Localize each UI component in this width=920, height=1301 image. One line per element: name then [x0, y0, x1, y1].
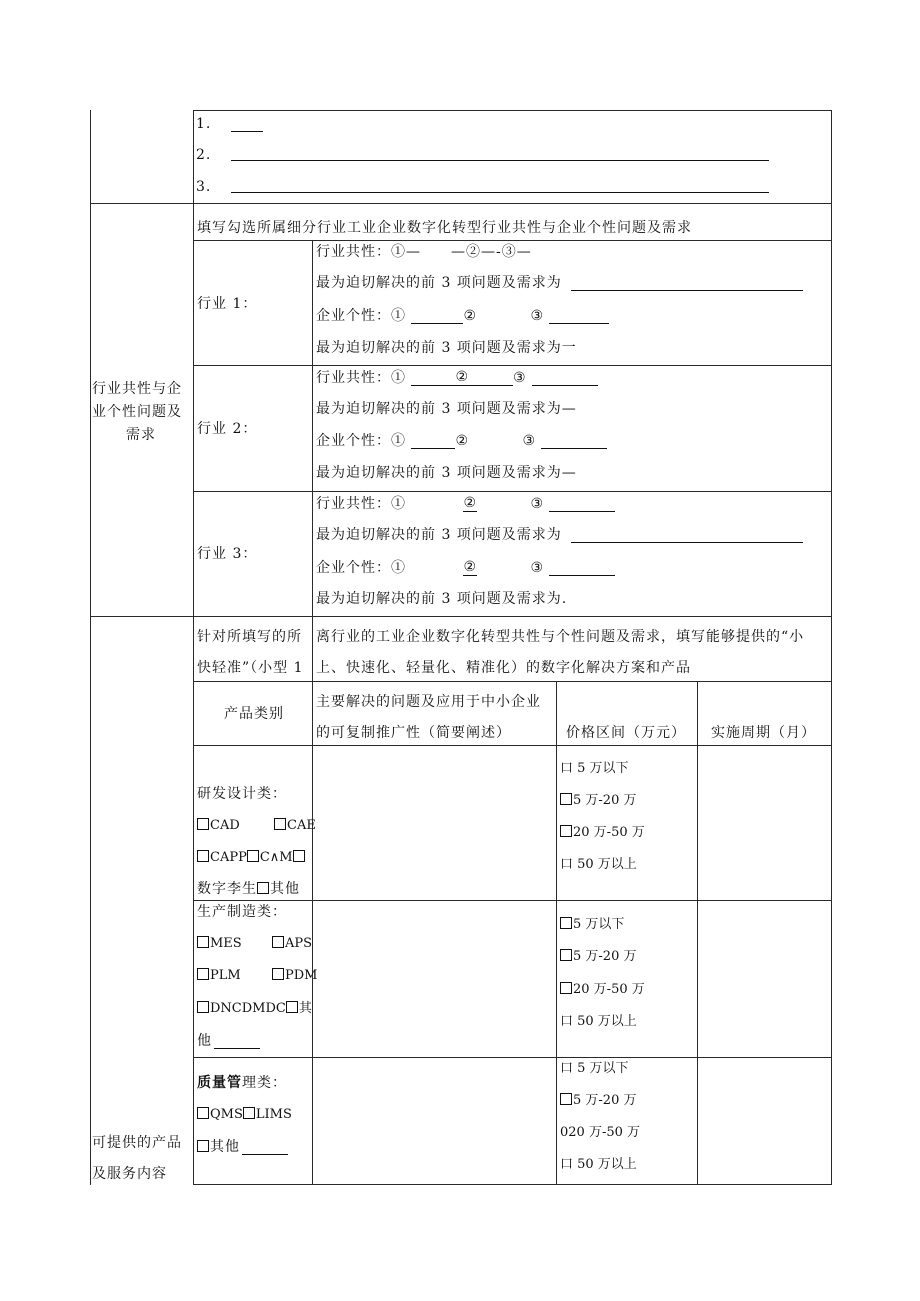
category-title: 生产制造类： — [197, 904, 287, 920]
industry-name: 行业 3： — [197, 546, 258, 562]
option-aps[interactable]: APS — [272, 936, 312, 952]
list-item-1: 1. — [196, 116, 263, 132]
list-item-2: 2. — [196, 147, 212, 163]
price-option[interactable]: 口 50 万以上 — [560, 1157, 637, 1172]
category-title: 研发设计类： — [197, 786, 287, 802]
option-capp[interactable]: CAPP C∧M — [197, 850, 306, 866]
industry-individual: 企业个性：① ② ③ — [316, 433, 607, 449]
blank-line[interactable] — [231, 118, 263, 132]
section-header: 填写勾选所属细分行业工业企业数字化转型行业共性与企业个性问题及需求 — [197, 220, 692, 236]
header-period: 实施周期（月） — [711, 725, 816, 741]
option-qms[interactable]: QMS LIMS — [197, 1107, 292, 1123]
individual-need: 最为迫切解决的前 3 项问题及需求为— — [316, 465, 577, 481]
price-option[interactable]: 5 万-20 万 — [560, 949, 636, 965]
option-twin[interactable]: 数字李生 其他 — [197, 881, 300, 897]
price-option[interactable]: 5 万-20 万 — [560, 793, 636, 809]
industry-common: 行业共性：①— —②—-③— — [316, 244, 532, 260]
option-other[interactable]: 他 — [197, 1033, 260, 1049]
header-price: 价格区间（万元） — [566, 725, 686, 741]
list-item-3: 3. — [196, 179, 212, 195]
common-need: 最为迫切解决的前 3 项问题及需求为— — [316, 401, 577, 417]
industry-common: 行业共性：① ② ③ — [316, 495, 615, 512]
section-label: 行业共性与企 — [92, 381, 182, 397]
category-title: 质量管理类： — [197, 1075, 287, 1091]
option-cae[interactable]: CAE — [274, 818, 316, 834]
individual-need: 最为迫切解决的前 3 项问题及需求为. — [316, 591, 568, 607]
header-problems: 主要解决的问题及应用于中小企业 — [316, 694, 541, 710]
industry-name: 行业 2： — [197, 421, 258, 437]
section-label: 可提供的产品 — [92, 1135, 182, 1151]
price-option[interactable]: 口 5 万以下 — [560, 1061, 629, 1076]
price-option[interactable]: 5 万-20 万 — [560, 1093, 636, 1109]
price-option[interactable]: 口 50 万以上 — [560, 1014, 637, 1029]
option-dnc[interactable]: DNCDMDC 其 — [197, 1001, 313, 1017]
industry-name: 行业 1： — [197, 296, 258, 312]
blank-line[interactable] — [231, 179, 769, 193]
price-option[interactable]: 5 万以下 — [560, 917, 624, 933]
price-option[interactable]: 口 50 万以上 — [560, 857, 637, 872]
blank-line[interactable] — [231, 147, 769, 161]
industry-individual: 企业个性：① ② ③ — [316, 308, 609, 324]
industry-common: 行业共性：① ② ③ — [316, 369, 598, 386]
option-cad[interactable]: CAD — [197, 818, 240, 834]
individual-need: 最为迫切解决的前 3 项问题及需求为一 — [316, 340, 577, 356]
checkbox[interactable] — [197, 818, 209, 830]
common-need: 最为迫切解决的前 3 项问题及需求为 — [316, 275, 803, 291]
price-option[interactable]: 20 万-50 万 — [560, 825, 645, 841]
option-other[interactable]: 其他 — [197, 1139, 288, 1155]
header-category: 产品类别 — [224, 706, 284, 722]
option-pdm[interactable]: PDM — [272, 968, 317, 984]
price-option[interactable]: 口 5 万以下 — [560, 761, 629, 776]
blank-line[interactable] — [571, 277, 803, 291]
option-mes[interactable]: MES — [197, 936, 242, 952]
intro-text: 离行业的工业企业数字化转型共性与个性问题及需求，填写能够提供的“小 — [316, 629, 805, 645]
price-option[interactable]: 020 万-50 万 — [560, 1125, 641, 1140]
price-option[interactable]: 20 万-50 万 — [560, 982, 645, 998]
common-need: 最为迫切解决的前 3 项问题及需求为 — [316, 527, 803, 543]
option-plm[interactable]: PLM — [197, 968, 241, 984]
checkbox[interactable] — [274, 818, 286, 830]
industry-individual: 企业个性：① ② ③ — [316, 559, 615, 576]
